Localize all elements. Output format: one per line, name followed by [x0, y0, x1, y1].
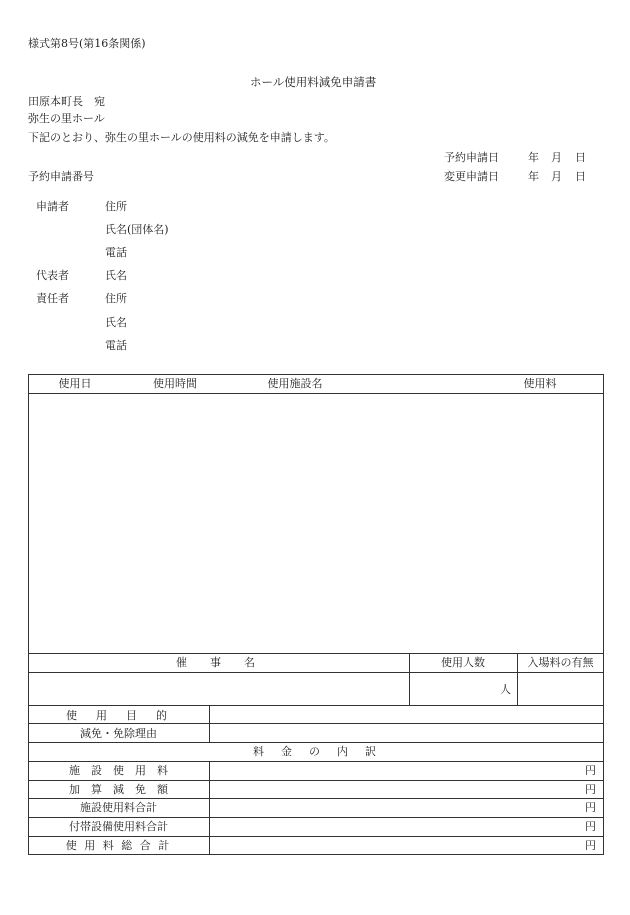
reserve-date-label: 予約申請日	[444, 151, 499, 164]
document-title: ホール使用料減免申請書	[250, 75, 377, 89]
event-name-input[interactable]	[29, 673, 409, 705]
intro-text: 下記のとおり、弥生の里ホールの使用料の減免を申請します。	[28, 131, 335, 144]
fee-row-unit: 円	[585, 783, 596, 796]
applicant-address-label: 住所	[105, 200, 127, 213]
admission-input[interactable]	[518, 673, 603, 705]
responsible-phone-label: 電話	[105, 339, 127, 352]
header-usage-date: 使用日	[58, 377, 92, 390]
person-unit: 人	[500, 683, 511, 696]
applicant-phone-label: 電話	[105, 246, 127, 259]
admission-header: 入場料の有無	[527, 656, 594, 669]
attendees-header: 使用人数	[441, 656, 485, 669]
fee-row-label: 加 算 減 免 額	[69, 783, 168, 796]
applicant-name-label: 氏名(団体名)	[105, 223, 169, 236]
responsible-name-label: 氏名	[105, 316, 127, 329]
reason-label: 減免・免除理由	[80, 727, 157, 740]
fee-row-unit: 円	[585, 820, 596, 833]
change-year: 年	[528, 170, 539, 183]
fee-row-label: 付帯設備使用料合計	[69, 820, 168, 833]
reserve-number-label: 予約申請番号	[28, 170, 94, 183]
reserve-day: 日	[575, 151, 586, 164]
responsible-role: 責任者	[36, 292, 69, 305]
fee-row-unit: 円	[585, 839, 596, 852]
change-day: 日	[575, 170, 586, 183]
fee-row-label: 使 用 料 総 合 計	[65, 839, 172, 852]
header-facility-name: 使用施設名	[267, 377, 323, 390]
purpose-label: 使 用 目 的	[66, 709, 171, 722]
fee-row-label: 施 設 使 用 料	[69, 764, 168, 777]
header-usage-time: 使用時間	[153, 377, 197, 390]
purpose-input[interactable]	[210, 706, 603, 723]
reserve-year: 年	[528, 151, 539, 164]
event-name-header: 催 事 名	[176, 656, 261, 669]
facility-name: 弥生の里ホール	[28, 112, 105, 125]
fee-row-unit: 円	[585, 764, 596, 777]
fee-breakdown-title: 料 金 の 内 訳	[253, 745, 379, 758]
representative-name-label: 氏名	[105, 269, 127, 282]
fee-row-unit: 円	[585, 801, 596, 814]
reserve-month: 月	[551, 151, 562, 164]
representative-role: 代表者	[36, 269, 69, 282]
change-date-label: 変更申請日	[444, 170, 499, 183]
responsible-address-label: 住所	[105, 292, 127, 305]
change-month: 月	[551, 170, 562, 183]
header-usage-fee: 使用料	[523, 377, 557, 390]
usage-entry-area[interactable]	[29, 394, 603, 653]
addressee: 田原本町長 宛	[28, 95, 105, 108]
reason-input[interactable]	[210, 724, 603, 741]
applicant-role: 申請者	[36, 200, 69, 213]
form-label: 様式第8号(第16条関係)	[28, 37, 146, 50]
fee-row-label: 施設使用料合計	[80, 801, 157, 814]
